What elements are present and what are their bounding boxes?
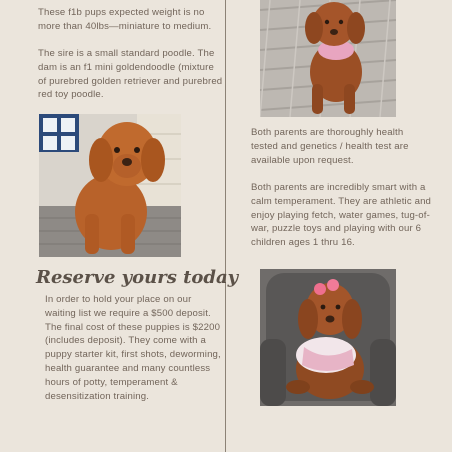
- reserve-heading: Reserve yours today: [36, 267, 239, 288]
- weight-paragraph: These f1b pups expected weight is no more than 40lbs—miniature to medium.: [38, 7, 212, 32]
- puppy-in-chair-photo: [260, 269, 396, 406]
- parents-paragraph: The sire is a small standard poodle. The dam is an f1 mini goldendoodle (mixture of purebred golden retriever and purebred red toy poodle.: [38, 48, 223, 101]
- reserve-paragraph: In order to hold your place on our waiting list we require a $500 deposit. The final cost of these puppies is $2200 (includes deposit). They come with a puppy starter kit, first shots, deworming, health guarantee and many countless hours of potty, temperament & desensitization training.: [45, 294, 221, 402]
- puppy-on-rug-photo: [260, 0, 396, 117]
- health-paragraph: Both parents are thoroughly health tested and genetics / health test are available upon request.: [251, 127, 409, 166]
- red-poodle-photo: [39, 114, 181, 257]
- column-divider: [225, 0, 226, 452]
- temperament-paragraph: Both parents are incredibly smart with a calm temperament. They are athletic and enjoy playing fetch, water games, tug-of-war, puzzle toys and playing with our 6 children ages 1 thru 16.: [251, 182, 432, 249]
